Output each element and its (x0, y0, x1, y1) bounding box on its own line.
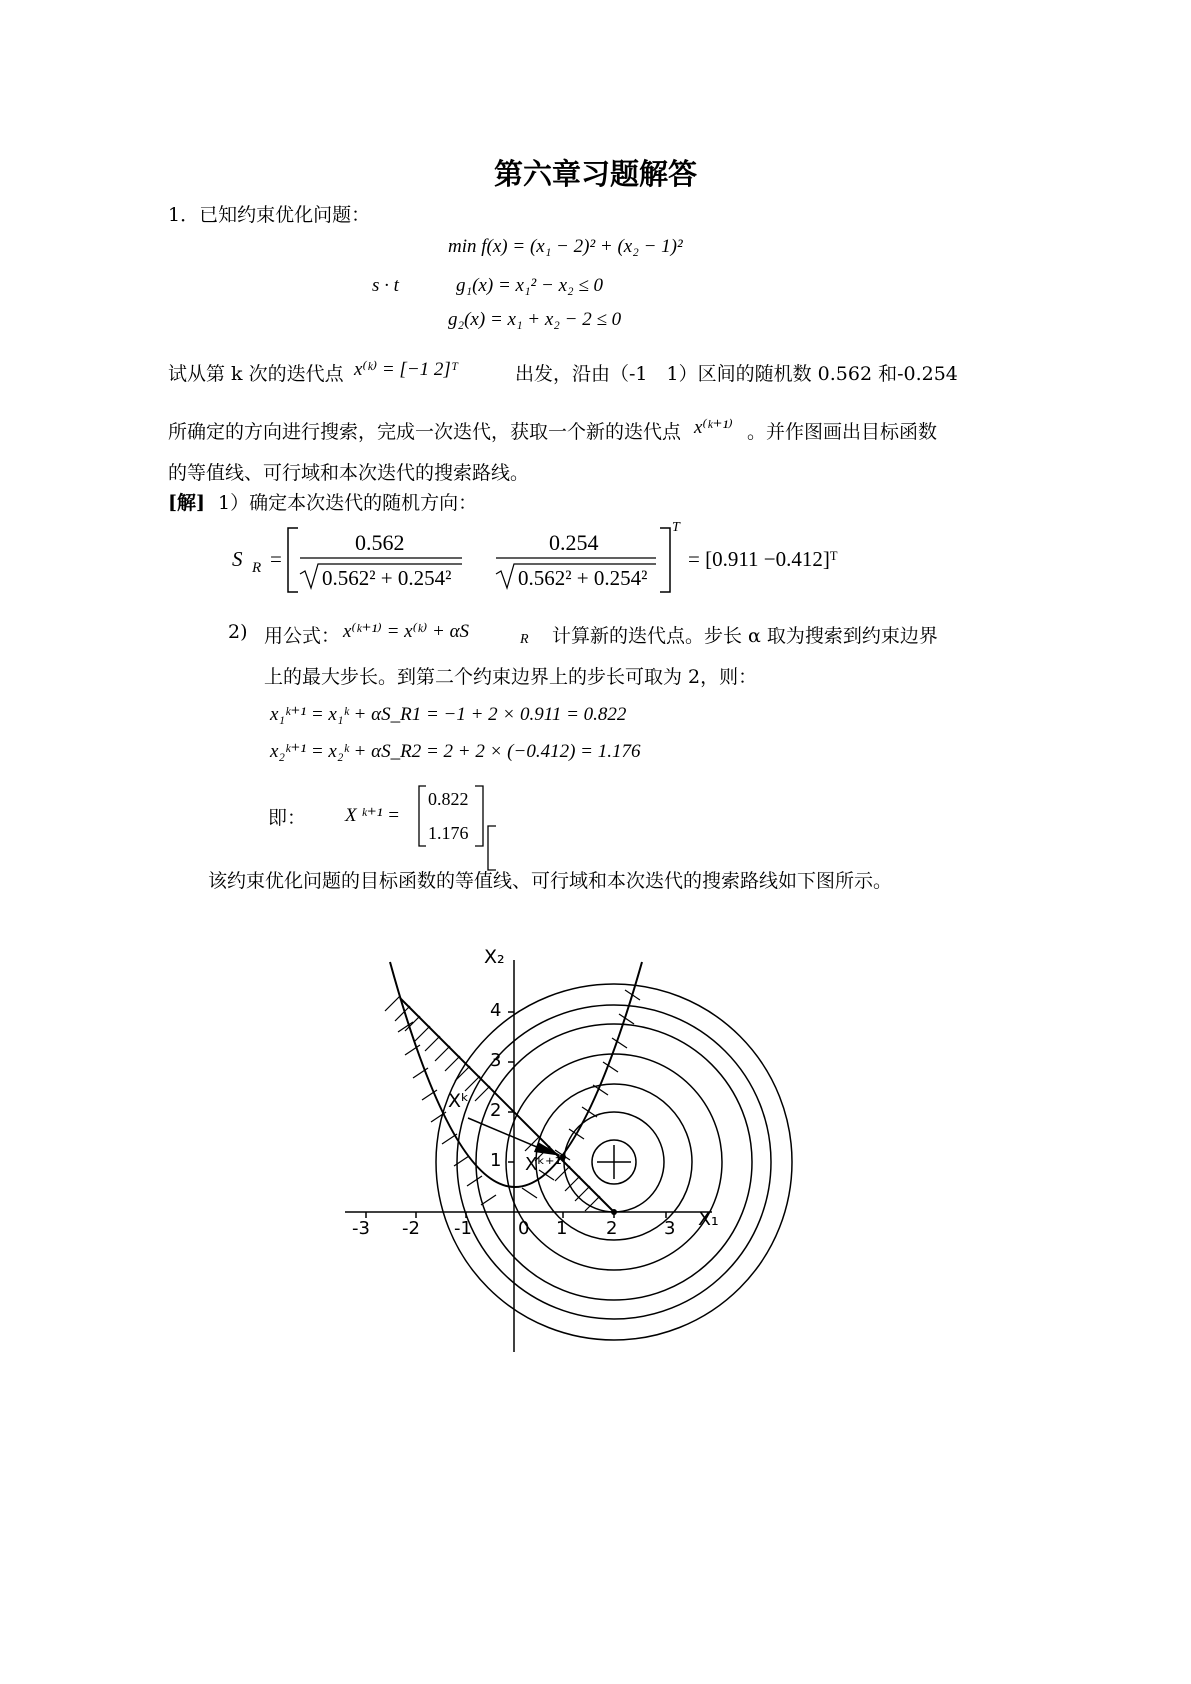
direction-result: = [0.911 −0.412]ᵀ (688, 547, 838, 571)
step2-text-c: 上的最大步长。到第二个约束边界上的步长可取为 2，则： (264, 666, 758, 688)
y-axis-label: X₂ (484, 946, 505, 968)
problem-intro: 1．已知约束优化问题： (168, 204, 371, 226)
step2-intro: 用公式： (264, 625, 341, 647)
step2-number: 2) (228, 621, 248, 643)
constraint-g2: g₂(x) = x₁ + x₂ − 2 ≤ 0 (448, 309, 622, 330)
step2-text-b: 计算新的迭代点。步长 α 取为搜索到约束边界 (552, 625, 938, 647)
x-tick-neg3: -3 (352, 1218, 370, 1239)
calc-x1: x₁ᵏ⁺¹ = x₁ᵏ + αS_R1 = −1 + 2 × 0.911 = 0.822 (270, 704, 627, 725)
y-tick-1: 1 (490, 1150, 502, 1171)
iteration-formula-subscript: R (520, 632, 529, 647)
constraint-g1: g₁(x) = x₁² − x₂ ≤ 0 (456, 275, 604, 296)
xk-label: Xᵏ (448, 1090, 470, 1112)
solution-label: [解] (168, 492, 205, 514)
xk-start-point: x⁽ᵏ⁾ = [−1 2]ᵀ (354, 359, 459, 380)
page-title: 第六章习题解答 (493, 157, 697, 191)
problem-line1-b: 出发，沿由（-1 1）区间的随机数 0.562 和-0.254 (515, 363, 958, 385)
frac1-numerator: 0.562 (355, 530, 405, 555)
problem-line2-a: 所确定的方向进行搜索，完成一次迭代，获取一个新的迭代点 (168, 421, 682, 443)
x-axis-label: X₁ (698, 1208, 719, 1230)
sr-subscript: R (252, 560, 262, 576)
xk1-point: x⁽ᵏ⁺¹⁾ (694, 417, 733, 438)
frac1-denominator: 0.562² + 0.254² (322, 566, 452, 590)
conclusion-text: 该约束优化问题的目标函数的等值线、可行域和本次迭代的搜索路线如下图所示。 (208, 870, 893, 892)
calc-x2: x₂ᵏ⁺¹ = x₂ᵏ + αS_R2 = 2 + 2 × (−0.412) = 1.176 (270, 741, 641, 762)
transpose-mark: T (672, 520, 680, 535)
x-tick-0: 0 (518, 1218, 530, 1239)
x-tick-2: 2 (606, 1218, 618, 1239)
y-tick-3: 3 (490, 1050, 502, 1071)
iteration-formula: x⁽ᵏ⁺¹⁾ = x⁽ᵏ⁾ + αS (343, 621, 470, 642)
solution-step1: 1）确定本次迭代的随机方向： (218, 492, 478, 514)
x-tick-neg1: -1 (454, 1218, 472, 1239)
new-point-label: X ᵏ⁺¹ = (345, 805, 400, 826)
problem-line1-a: 试从第 k 次的迭代点 (168, 363, 344, 385)
problem-line2-b: 。并作图画出目标函数 (747, 421, 938, 443)
vector-x1: 0.822 (428, 789, 469, 809)
y-tick-4: 4 (490, 1000, 502, 1021)
xk1-label: Xᵏ⁺¹ (525, 1154, 562, 1175)
objective-function: min f(x) = (x₁ − 2)² + (x₂ − 1)² (448, 236, 683, 257)
sr-symbol: S (232, 547, 243, 571)
y-tick-2: 2 (490, 1100, 502, 1121)
x-tick-neg2: -2 (402, 1218, 420, 1239)
frac2-numerator: 0.254 (549, 530, 599, 555)
frac2-denominator: 0.562² + 0.254² (518, 566, 648, 590)
sr-equals: = (270, 547, 282, 571)
ji-label: 即： (268, 807, 307, 829)
x-tick-1: 1 (556, 1218, 568, 1239)
vector-x2: 1.176 (428, 823, 469, 843)
problem-line3: 的等值线、可行域和本次迭代的搜索路线。 (168, 462, 530, 484)
x-tick-3: 3 (664, 1218, 676, 1239)
subject-to-label: s · t (372, 275, 399, 296)
